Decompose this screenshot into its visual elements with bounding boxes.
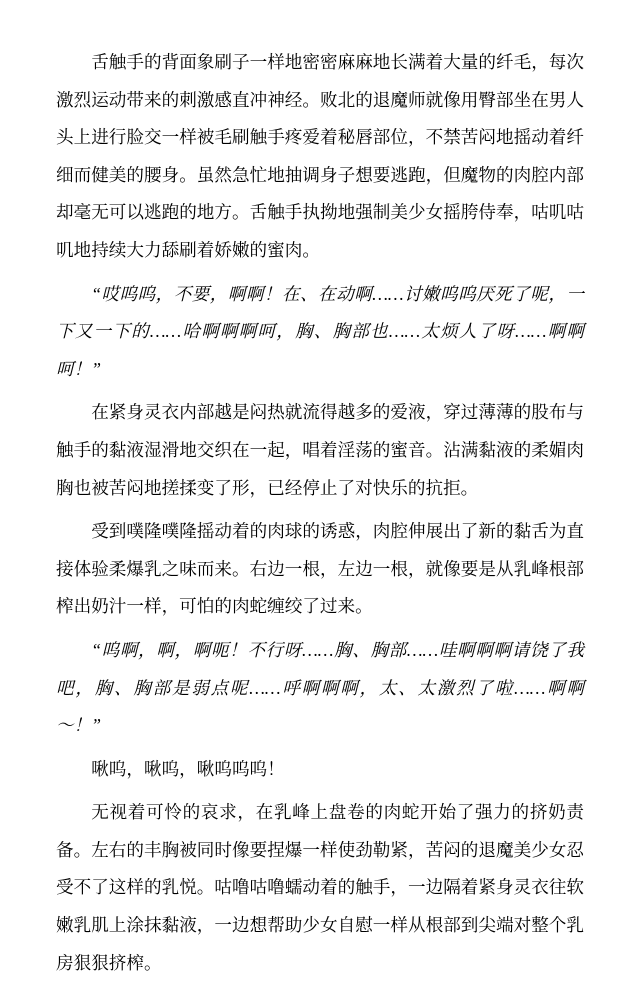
paragraph: 舌触手的背面象刷子一样地密密麻麻地长满着大量的纤毛，每次激烈运动带来的刺激感直冲神经。败北的退魔师就像用臀部坐在男人头上进行脸交一样被毛刷触手疼爱着秘唇部位，不禁苦闷地摇动着纤细而健美的腰身。虽然急忙地抽调身子想要逃跑，但魔物的肉腔内部却毫无可以逃跑的地方。舌触手执拗地强制美少女摇胯侍奉，咕叽咕叽地持续大力舔刷着娇嫩的蜜肉。: [56, 52, 584, 260]
paragraph: 受到噗隆噗隆摇动着的肉球的诱惑，肉腔伸展出了新的黏舌为直接体验柔爆乳之味而来。右边一根，左边一根，就像要是从乳峰根部榨出奶汁一样，可怕的肉蛇缠绞了过来。: [56, 521, 584, 617]
paragraph: 啾呜，啾呜，啾呜呜呜！: [91, 758, 285, 779]
dialogue-paragraph: “呜啊，啊，啊呃！不行呀……胸、胸部……哇啊啊啊请饶了我吧，胸、胸部是弱点呢……呼啊啊啊，太、太激烈了啦……啊啊～！”: [56, 639, 584, 736]
paragraph: 无视着可怜的哀求，在乳峰上盘卷的肉蛇开始了强力的挤奶责备。左右的丰胸被同时像要捏爆一样使劲勒紧，苦闷的退魔美少女忍受不了这样的乳悦。咕噜咕噜蠕动着的触手，一边隔着紧身灵衣往软嫩乳肌上涂抹黏液，一边想帮助少女自慰一样从根部到尖端对整个乳房狠狠挤榨。: [56, 802, 584, 973]
paragraph: 在紧身灵衣内部越是闷热就流得越多的爱液，穿过薄薄的股布与触手的黏液湿滑地交织在一起，唱着淫荡的蜜音。沾满黏液的柔媚肉胸也被苦闷地搓揉变了形，已经停止了对快乐的抗拒。: [56, 402, 584, 498]
dialogue-paragraph: “哎呜呜，不要，啊啊！在、在动啊……讨嫩呜呜厌死了呢，一下又一下的……哈啊啊啊呵，胸、胸部也……太烦人了呀……啊啊呵！”: [56, 283, 584, 379]
